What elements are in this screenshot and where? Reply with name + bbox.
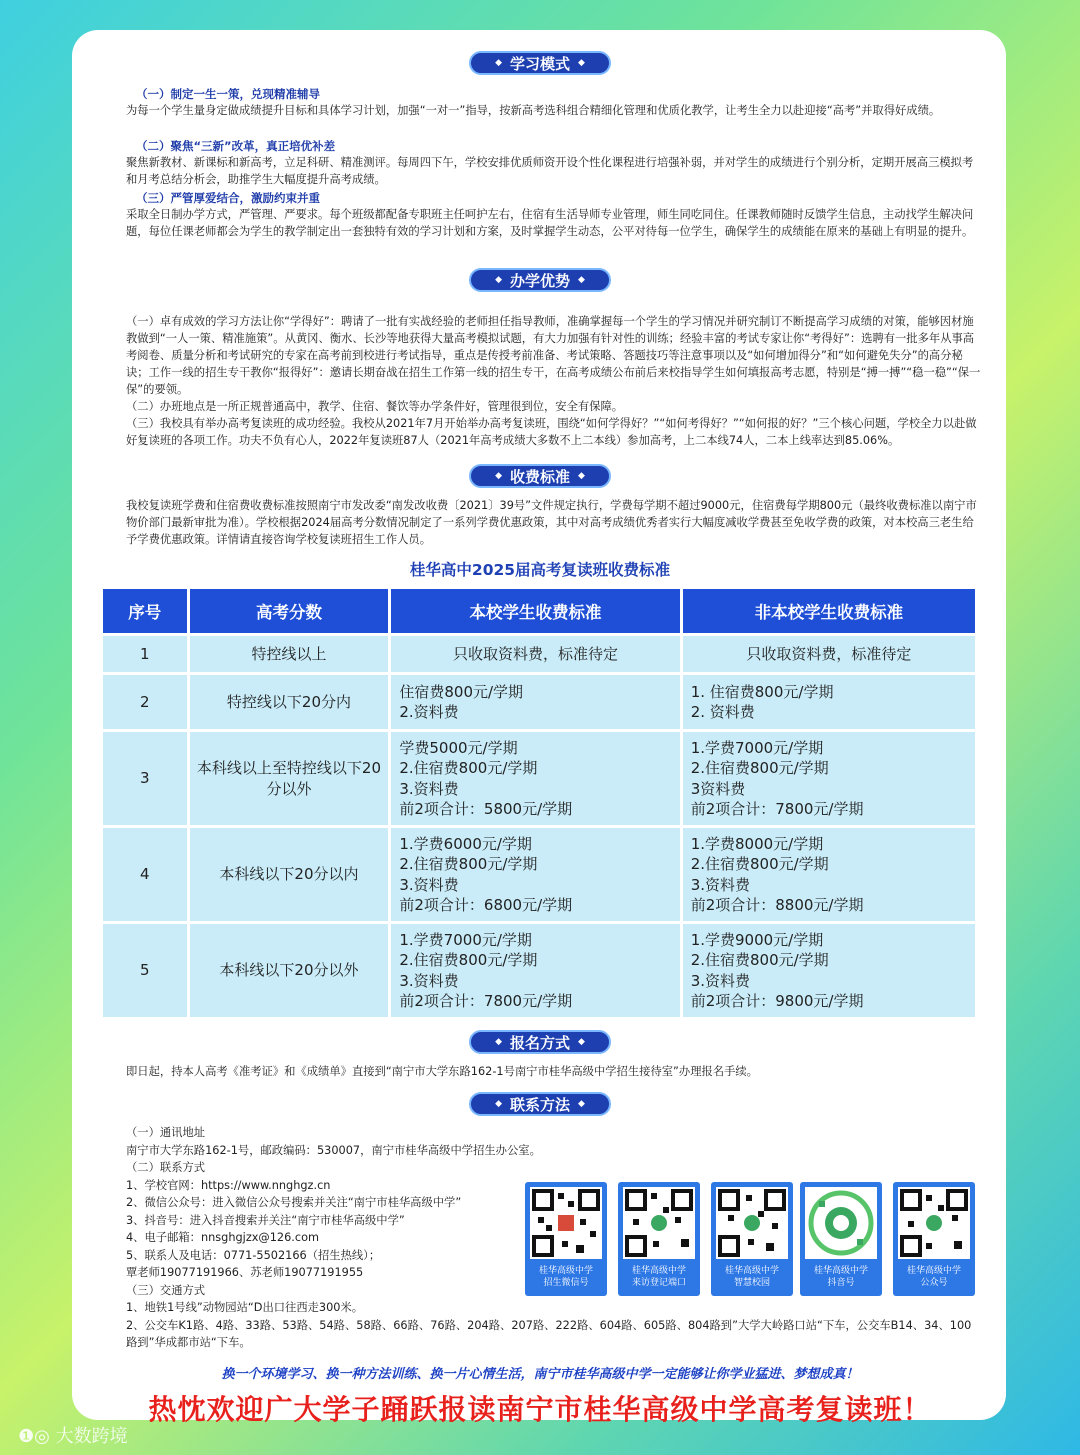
qr-label-line: 桂华高级中学 xyxy=(906,1266,961,1276)
row-own-fee xyxy=(391,636,679,672)
diamond-icon: ◆ xyxy=(578,471,585,481)
qr-label-line: 智慧校园 xyxy=(733,1278,770,1288)
fee-line: 住宿费800元/学期 xyxy=(399,682,524,701)
qr-label-line: 桂华高级中学 xyxy=(538,1266,593,1276)
fee-line: 2.资料费 xyxy=(399,703,459,721)
fee-line: 3.资料费 xyxy=(690,971,750,990)
contact-address: 南宁市大学东路162-1号，邮政编码：530007，南宁市桂华高级中学招生办公室。 xyxy=(126,1143,541,1157)
row-no: 2 xyxy=(103,675,187,729)
advantage-paragraph-1: （一）卓有成效的学习方法让你“学得好”：聘请了一批有实战经验的老师担任指导教师，准确掌握每一个学生的学习情况并研究制订不断提高学习成绩的对策，能够因材施教做到“一人一策、精准施策”。从黄冈、衡水、长沙等地获得大量高考模拟试题，有大力加强有针对性的训练；经验丰富的考试专家让你“考得好”：选聘有一批多年从事高考阅卷、质量分析和考试研究的专家在高考前到校进行考试指导，重点是传授考前准备、考试策略、答题技巧等注意事项以及“如何增加得分”和“如何避免失分”的高分秘诀；工作一线的招生专干教你“报得好”：邀请长期奋战在招生工作第一线的招生专干，在高考成绩公布前后来校指导学生如何填报高考志愿，特别是“搏一搏”“稳一稳”“保一保”的要领。 xyxy=(126,315,981,396)
section-title: 报名方式 xyxy=(509,1033,570,1052)
diamond-icon: ◆ xyxy=(495,1099,502,1109)
fee-line: 1.学费7000元/学期 xyxy=(399,930,532,949)
watermark-text: 大数跨境 xyxy=(55,1426,128,1447)
contact-email[interactable]: 4、电子邮箱：nnsghgjzx@126.com xyxy=(126,1231,320,1244)
fee-line: 前2项合计：9800元/学期 xyxy=(690,992,864,1010)
fee-line: 1.学费7000元/学期 xyxy=(690,738,824,757)
qr-code-icon xyxy=(716,1187,788,1259)
contact-phone: 5、联系人及电话：0771-5502166（招生热线）； xyxy=(126,1248,381,1262)
row-other-fee xyxy=(683,732,975,825)
qr-wechat[interactable] xyxy=(525,1182,607,1296)
watermark-logo-icon: ❶◎ xyxy=(18,1426,50,1447)
diamond-icon: ◆ xyxy=(495,58,502,68)
advantage-paragraph-2: （二）办班地点是一所正规普通高中，教学、住宿、餐饮等办学条件好，管理很到位，安全有保障。 xyxy=(126,400,624,413)
section-title: 学习模式 xyxy=(509,54,570,73)
header-own-fee: 本校学生收费标准 xyxy=(391,589,679,633)
fee-line: 1.学费9000元/学期 xyxy=(690,930,824,949)
section-pill-register xyxy=(469,1030,611,1054)
fee-line: 学费5000元/学期 xyxy=(399,738,518,757)
diamond-icon: ◆ xyxy=(495,1037,502,1047)
header-no: 序号 xyxy=(103,589,187,633)
contact-teachers: 覃老师19077191966、苏老师19077191955 xyxy=(126,1266,364,1279)
qr-code-icon xyxy=(898,1187,970,1259)
fee-line: 2.住宿费800元/学期 xyxy=(399,855,538,873)
row-score: 特控线以下20分内 xyxy=(190,675,389,729)
fee-line: 3.资料费 xyxy=(690,875,750,894)
contact-line: （二）联系方式 xyxy=(126,1161,206,1174)
qr-label xyxy=(800,1265,882,1289)
fees-paragraph: 我校复读班学费和住宿费收费标准按照南宁市发改委“南发改收费〔2021〕39号”文件规定执行，学费每学期不超过9000元，住宿费每学期800元（最终收费标准以南宁市物价部门最新审批为准）。学校根据2024届高考分数情况制定了一系列学费优惠政策，其中对高考成绩优秀者实行大幅度减收学费甚至免收学费的政策，对本校高三老生给予学费优惠政策。详情请直接咨询学校复读班招生工作人员。 xyxy=(126,499,977,546)
table-row xyxy=(103,675,975,729)
contact-bus: 2、公交车K1路、4路、33路、53路、54路、58路、66路、76路、204路、207路、222路、604路、605路、804路到”大学大岭路口站“下车，公交车B14、34、100路到”华成都市站“下车。 xyxy=(126,1318,972,1349)
qr-douyin[interactable] xyxy=(800,1182,882,1296)
fee-line: 2.住宿费800元/学期 xyxy=(690,951,829,969)
slogan-red: 热忱欢迎广大学子踊跃报读南宁市桂华高级中学高考复读班！ xyxy=(148,1393,932,1426)
fee-line: 2.住宿费800元/学期 xyxy=(399,759,538,777)
slogan-blue: 换一个环境学习、换一种方法训练、换一片心情生活，南宁市桂华高级中学一定能够让你学业猛进、梦想成真！ xyxy=(221,1367,859,1382)
study-paragraph-2: 聚焦新教材、新课标和新高考，立足科研、精准测评。每周四下午，学校安排优质师资开设个性化课程进行培强补弱，并对学生的成绩进行个别分析，定期开展高三模拟考和月考总结分析会，助推学生大幅度提升高考成绩。 xyxy=(126,156,974,186)
fee-table xyxy=(100,586,978,1020)
diamond-icon: ◆ xyxy=(578,1037,585,1047)
diamond-icon: ◆ xyxy=(495,275,502,285)
section-pill-contact xyxy=(469,1092,611,1116)
row-own-fee xyxy=(391,828,679,921)
study-heading-3: （三）严管厚爱结合，激励约束并重 xyxy=(136,191,320,205)
fee-table-header-row xyxy=(103,589,975,633)
register-paragraph: 即日起，持本人高考《准考证》和《成绩单》直接到“南宁市大学东路162-1号南宁市桂华高级中学招生接待室”办理报名手续。 xyxy=(126,1065,758,1078)
qr-code-icon xyxy=(623,1187,695,1259)
row-score: 本科线以下20分以内 xyxy=(190,828,389,921)
row-score: 本科线以下20分以外 xyxy=(190,924,389,1017)
fee-line: 前2项合计：6800元/学期 xyxy=(399,896,573,914)
fee-line: 3.资料费 xyxy=(399,779,459,798)
fee-line: 2.住宿费800元/学期 xyxy=(399,951,538,969)
row-own-fee xyxy=(391,675,679,729)
contact-line: （三）交通方式 xyxy=(126,1283,206,1297)
row-other-fee xyxy=(683,675,975,729)
fee-line: 前2项合计：5800元/学期 xyxy=(399,800,573,818)
row-other-fee xyxy=(683,636,975,672)
qr-label-line: 抖音号 xyxy=(827,1278,855,1288)
qr-code-icon xyxy=(530,1187,602,1259)
table-row xyxy=(103,732,975,825)
section-pill-advantage xyxy=(469,268,611,292)
qr-label-line: 来访登记端口 xyxy=(631,1278,686,1288)
row-score: 特控线以上 xyxy=(190,636,389,672)
header-other-fee: 非本校学生收费标准 xyxy=(683,589,975,633)
header-score: 高考分数 xyxy=(190,589,389,633)
qr-label-line: 招生微信号 xyxy=(543,1278,589,1288)
section-title: 联系方法 xyxy=(509,1095,570,1114)
fee-line: 前2项合计：7800元/学期 xyxy=(690,800,864,818)
fee-line: 只收取资料费，标准待定 xyxy=(453,644,619,663)
qr-label xyxy=(618,1265,700,1289)
contact-douyin: 3、抖音号：进入抖音搜索并关注“南宁市桂华高级中学” xyxy=(126,1213,405,1227)
contact-wechat: 2、微信公众号：进入微信公众号搜索并关注“南宁市桂华高级中学” xyxy=(126,1196,462,1209)
fee-line: 前2项合计：8800元/学期 xyxy=(690,896,864,914)
diamond-icon: ◆ xyxy=(578,58,585,68)
fee-line: 3.资料费 xyxy=(399,875,459,894)
table-row xyxy=(103,924,975,1017)
diamond-icon: ◆ xyxy=(578,275,585,285)
fee-line: 1.学费8000元/学期 xyxy=(690,834,824,853)
fee-line: 1. 住宿费800元/学期 xyxy=(690,682,834,701)
diamond-icon: ◆ xyxy=(578,1099,585,1109)
row-no: 5 xyxy=(103,924,187,1017)
qr-label-line: 桂华高级中学 xyxy=(724,1266,779,1276)
advantage-paragraph-3: （三）我校具有举办高考复读班的成功经验。我校从2021年7月开始举办高考复读班，围绕“如何学得好？”“如何考得好？”“如何报的好？”三个核心问题，学校全力以赴做好复读班的各项工作。功夫不负有心人，2022年复读班87人（2021年高考成绩大多数不上二本线）参加高考，上二本线74人，二本上线率达到85.06%。 xyxy=(126,417,977,447)
study-paragraph-3: 采取全日制办学方式，严管理、严要求。每个班级都配备专职班主任呵护左右，住宿有生活导师专业管理，师生同吃同住。任课教师随时反馈学生信息，主动找学生解决问题，每位任课老师都会为学生的教学制定出一套独特有效的学习计划和方案，及时掌握学生动态，公平对待每一位学生，确保学生的成绩能在原来的基础上有明显的提升。 xyxy=(126,208,974,238)
table-row xyxy=(103,636,975,672)
study-paragraph-1: 为每一个学生量身定做成绩提升目标和具体学习计划，加强“一对一”指导，按新高考选科组合精细化管理和优质化教学，让考生全力以赴迎接“高考”并取得好成绩。 xyxy=(126,104,941,117)
qr-smart-campus[interactable] xyxy=(711,1182,793,1296)
fee-table-title: 桂华高中2025届高考复读班收费标准 xyxy=(409,561,671,579)
contact-metro: 1、地铁1号线”动物园站“D出口往西走300米。 xyxy=(126,1301,364,1314)
qr-label-line: 桂华高级中学 xyxy=(631,1266,686,1276)
contact-website[interactable]: 1、学校官网：https://www.nnghgz.cn xyxy=(126,1178,331,1192)
fee-line: 只收取资料费，标准待定 xyxy=(746,644,912,663)
fee-line: 3.资料费 xyxy=(399,971,459,990)
diamond-icon: ◆ xyxy=(495,471,502,481)
row-score: 本科线以上至特控线以下20分以外 xyxy=(190,732,389,825)
watermark xyxy=(18,1422,128,1448)
qr-visit[interactable] xyxy=(618,1182,700,1296)
fee-line: 3资料费 xyxy=(690,779,746,798)
study-heading-2: （二）聚焦“三新”改革，真正培优补差 xyxy=(136,139,336,153)
fee-line: 前2项合计：7800元/学期 xyxy=(399,992,573,1010)
qr-code-icon xyxy=(805,1187,877,1259)
study-heading-1: （一）制定一生一策，兑现精准辅导 xyxy=(136,87,320,101)
qr-label xyxy=(711,1265,793,1289)
qr-official-account[interactable] xyxy=(893,1182,975,1296)
section-title: 收费标准 xyxy=(509,467,570,486)
fee-line: 1.学费6000元/学期 xyxy=(399,834,532,853)
section-pill-fees xyxy=(469,464,611,488)
row-own-fee xyxy=(391,732,679,825)
qr-label xyxy=(525,1265,607,1289)
row-no: 3 xyxy=(103,732,187,825)
table-row xyxy=(103,828,975,921)
row-no: 4 xyxy=(103,828,187,921)
qr-label xyxy=(893,1265,975,1289)
fee-line: 2.住宿费800元/学期 xyxy=(690,855,829,873)
fee-line: 2. 资料费 xyxy=(690,703,755,721)
section-title: 办学优势 xyxy=(509,271,570,290)
contact-line: （一）通讯地址 xyxy=(126,1126,206,1139)
fee-line: 2.住宿费800元/学期 xyxy=(690,759,829,777)
qr-label-line: 桂华高级中学 xyxy=(813,1266,868,1276)
row-own-fee xyxy=(391,924,679,1017)
section-pill-study xyxy=(469,51,611,75)
qr-label-line: 公众号 xyxy=(920,1278,948,1288)
row-no: 1 xyxy=(103,636,187,672)
row-other-fee xyxy=(683,828,975,921)
row-other-fee xyxy=(683,924,975,1017)
